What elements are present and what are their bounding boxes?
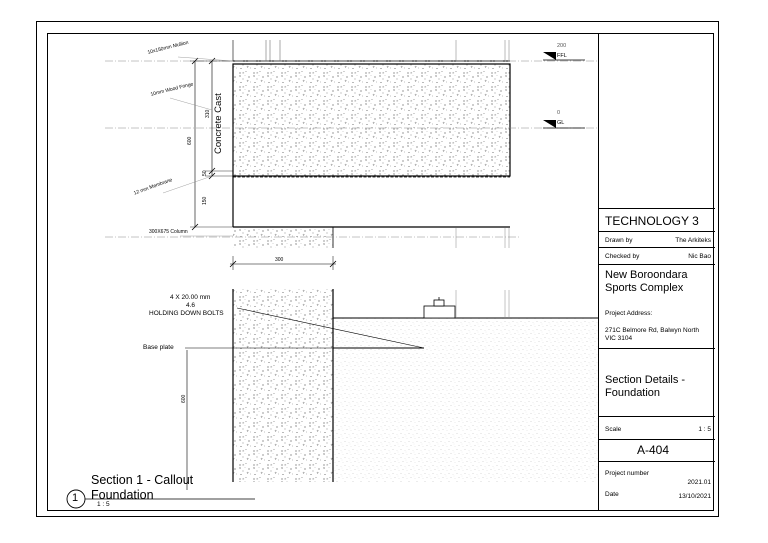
drawn-by-cell — [599, 231, 715, 247]
project-info-cell — [599, 264, 715, 348]
base-plate-label: Base plate — [143, 344, 174, 351]
dim-300: 300 — [275, 257, 284, 263]
ffl-level-value: 200 — [557, 43, 567, 49]
scale-label: Scale — [605, 426, 622, 433]
sheet-title-line2: Foundation — [605, 387, 661, 399]
date-label: Date — [605, 491, 619, 498]
project-name-cell — [599, 208, 715, 231]
tag-timber: 10mm Wood Fringe — [150, 81, 194, 98]
dim-600-top: 600 — [187, 136, 193, 145]
scale-cell — [599, 416, 715, 439]
project-number-value: 2021.01 — [687, 479, 711, 486]
dim-50: 50 — [202, 170, 208, 176]
sheet-title-cell — [599, 348, 715, 416]
concrete-label: Concrete Cast — [213, 93, 224, 154]
bolts-size: 4 X 20.00 mm — [170, 294, 211, 301]
callout-title: Section 1 - Callout — [91, 473, 194, 487]
checked-by-value: Nic Bao — [688, 253, 711, 260]
tag-membrane: 12 mm Membrane — [133, 177, 174, 197]
dim-600-bottom: 600 — [181, 394, 187, 403]
checked-by-label: Checked by — [605, 253, 640, 260]
address-line1: 271C Belmore Rd, Balwyn North — [605, 327, 699, 334]
drawn-by-label: Drawn by — [605, 237, 633, 244]
callout-scale: 1 : 5 — [97, 501, 110, 508]
project-title-line2: Sports Complex — [605, 282, 684, 294]
sheet-title-line1: Section Details - — [605, 374, 686, 386]
bolts-label: HOLDING DOWN BOLTS — [149, 310, 224, 317]
gl-level-value: 0 — [557, 110, 561, 116]
date-value: 13/10/2021 — [678, 493, 711, 500]
checked-by-cell — [599, 247, 715, 264]
bolts-grade: 4.6 — [186, 302, 196, 309]
callout-subtitle: Foundation — [91, 488, 154, 502]
scale-value: 1 : 5 — [698, 426, 711, 433]
project-title-line1: New Boroondara — [605, 269, 688, 281]
sheet-number-cell — [599, 439, 715, 461]
dim-150: 150 — [202, 196, 208, 205]
project-number-cell — [599, 461, 715, 511]
ffl-level-label: FFL — [557, 53, 567, 59]
address-line2: VIC 3104 — [605, 335, 633, 342]
dim-310: 310 — [205, 109, 211, 118]
callout-number: 1 — [72, 492, 79, 504]
project-number-label: Project number — [605, 470, 650, 477]
gl-level-label: GL — [557, 120, 565, 126]
drawn-by-value: The Arkiteks — [675, 237, 711, 244]
tag-column: 300X675 Column — [149, 229, 188, 235]
address-label: Project Address: — [605, 310, 653, 317]
sheet-number: A-404 — [637, 443, 670, 457]
title-block — [598, 33, 714, 511]
tag-mullion: 10x150mm Mullion — [147, 39, 190, 56]
project-name: TECHNOLOGY 3 — [605, 214, 699, 228]
